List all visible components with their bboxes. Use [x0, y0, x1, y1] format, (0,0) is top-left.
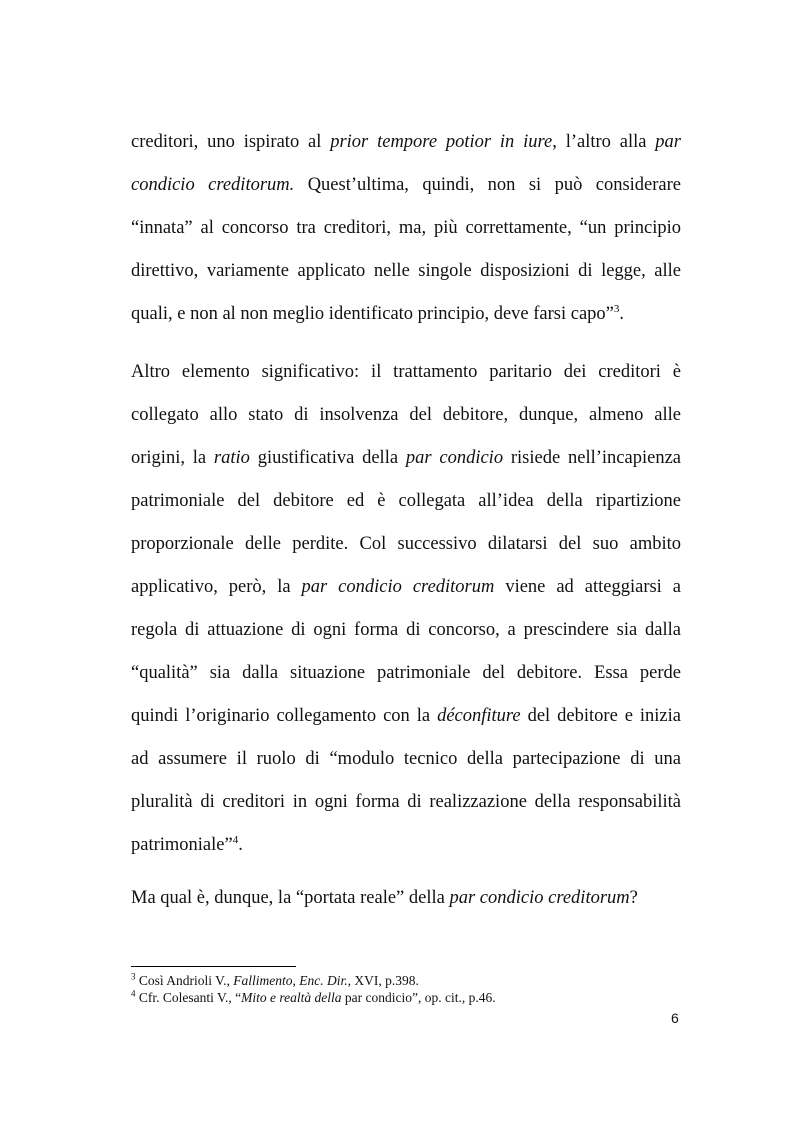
paragraph-2-line-1: Altro elemento significativo: il trattamento paritario dei creditori è — [131, 362, 681, 382]
paragraph-3 — [131, 877, 681, 920]
paragraph-3-line-1: Ma qual è, dunque, la “portata reale” della par condicio creditorum? — [131, 888, 638, 908]
paragraph-2-line-2: collegato allo stato di insolvenza del debitore, dunque, almeno alle — [131, 405, 681, 425]
paragraph-2-line-3: origini, la ratio giustificativa della par condicio risiede nell’incapienza — [131, 448, 681, 468]
paragraph-2-line-6: applicativo, però, la par condicio creditorum viene ad atteggiarsi a — [131, 577, 681, 597]
paragraph-2-line-4: patrimoniale del debitore ed è collegata all’idea della ripartizione — [131, 491, 681, 511]
footnotes — [131, 972, 691, 1006]
footnote-4: $^4$ Cfr. Colesanti V., “Mito e realtà della par condicio”, op. cit., p.46. — [131, 988, 496, 1005]
paragraph-1-line-2: condicio creditorum. Quest’ultima, quindi, non si può considerare — [131, 175, 682, 195]
footnote-ref-4[interactable]: 4 — [232, 833, 239, 846]
paragraph-1 — [131, 121, 681, 336]
paragraph-1-line-4: direttivo, variamente applicato nelle singole disposizioni di legge, alle — [131, 261, 681, 281]
footnote-ref-3[interactable]: 3 — [613, 302, 620, 315]
paragraph-2-line-9: quindi l’originario collegamento con la déconfiture del debitore e inizia — [131, 706, 681, 726]
paragraph-2-line-7: regola di attuazione di ogni forma di concorso, a prescindere sia dalla — [131, 620, 681, 640]
page-number: 6 — [671, 1010, 679, 1026]
paragraph-2-line-12: patrimoniale”$^4$. — [131, 833, 243, 855]
footnote-3: $^3$ Così Andrioli V., Fallimento, Enc. Dir., XVI, p.398. — [131, 971, 419, 988]
paragraph-2 — [131, 351, 681, 867]
paragraph-1-line-3: “innata” al concorso tra creditori, ma, più correttamente, “un principio — [131, 218, 681, 238]
paragraph-2-line-10: ad assumere il ruolo di “modulo tecnico della partecipazione di una — [131, 749, 681, 769]
paragraph-1-line-5: quali, e non al non meglio identificato principio, deve farsi capo”$^3$. — [131, 302, 625, 324]
paragraph-1-line-1: creditori, uno ispirato al prior tempore potior in iure, l’altro alla par — [131, 132, 681, 152]
paragraph-2-line-11: pluralità di creditori in ogni forma di realizzazione della responsabilità — [131, 792, 681, 812]
paragraph-2-line-5: proporzionale delle perdite. Col successivo dilatarsi del suo ambito — [131, 534, 681, 554]
footnote-separator — [131, 966, 296, 967]
paragraph-2-line-8: “qualità” sia dalla situazione patrimoniale del debitore. Essa perde — [131, 663, 681, 683]
